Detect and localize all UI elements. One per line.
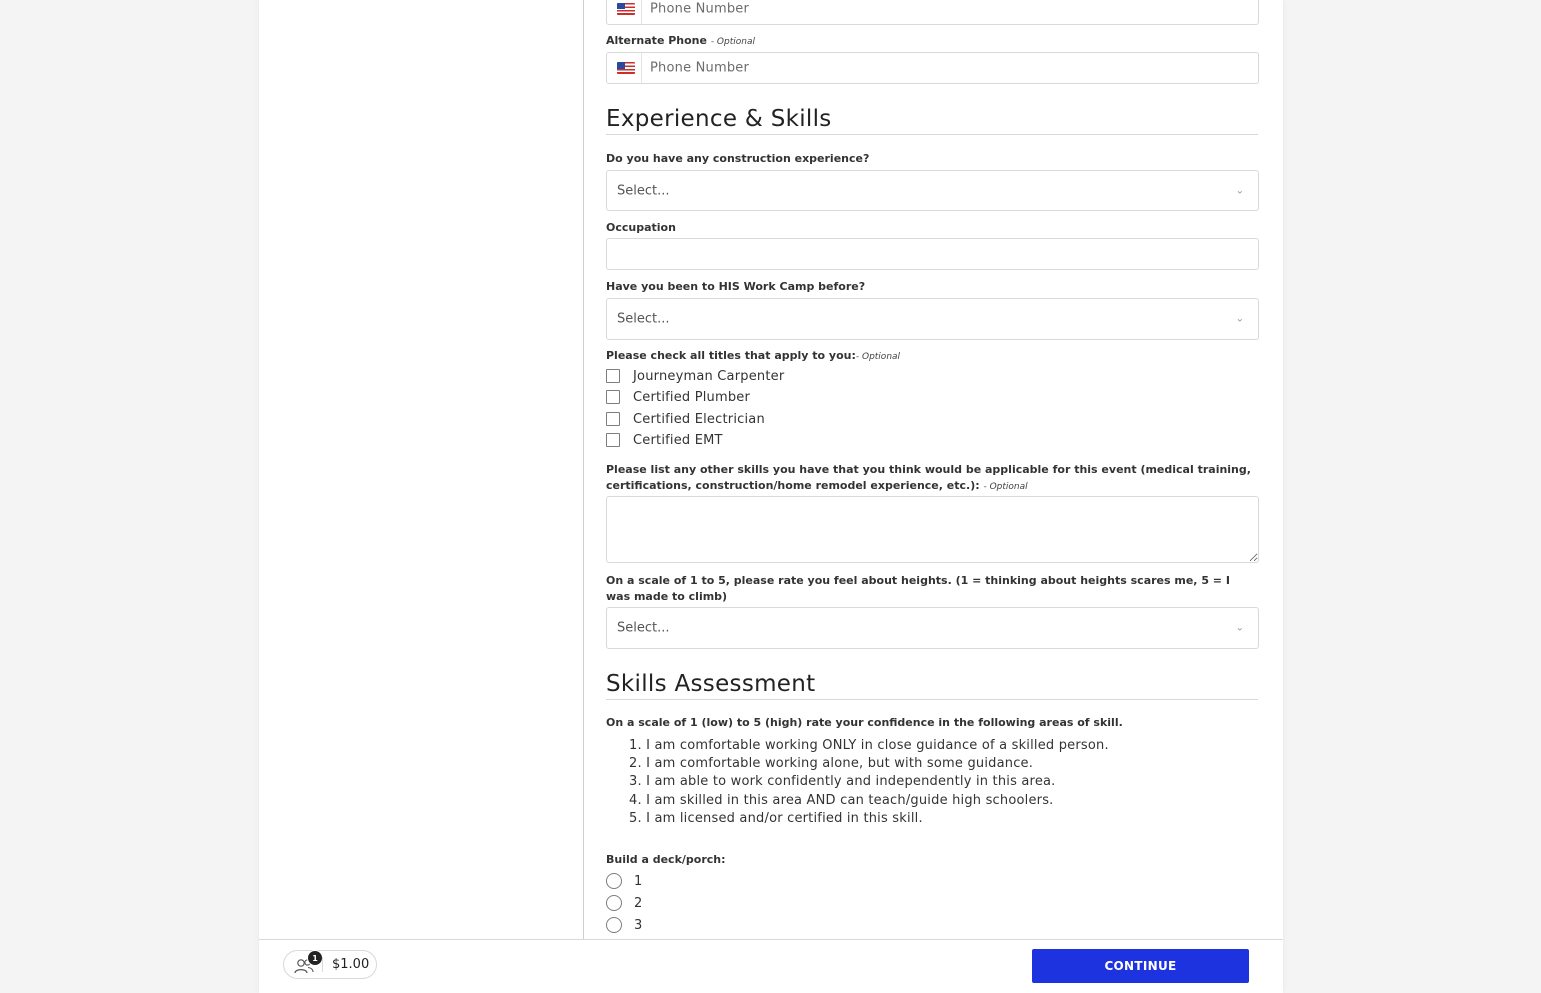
construction-select[interactable] xyxy=(606,170,1259,211)
deck-radio-row[interactable] xyxy=(606,893,642,913)
phone-placeholder: Phone Number xyxy=(650,1,750,16)
continue-button[interactable]: CONTINUE xyxy=(1032,949,1249,983)
deck-label: Build a deck/porch: xyxy=(606,853,726,866)
radio-button[interactable] xyxy=(606,873,622,889)
phone-field[interactable] xyxy=(606,0,1259,25)
alt-phone-label: Alternate Phone - Optional xyxy=(606,34,755,47)
title-checkbox-row[interactable] xyxy=(606,388,750,406)
checkbox-label: Certified EMT xyxy=(633,432,723,448)
scale-item: 5. I am licensed and/or certified in this skill. xyxy=(629,810,923,826)
checkbox-label: Certified Electrician xyxy=(633,411,765,427)
checkbox[interactable] xyxy=(606,433,620,447)
title-checkbox-row[interactable] xyxy=(606,431,723,449)
other-skills-label: Please list any other skills you have that you think would be applicable for this event (medical training, certifications, construction/home remodel experience, etc.): - Optional xyxy=(606,463,1251,492)
titles-label: Please check all titles that apply to you:- Optional xyxy=(606,349,901,362)
occupation-label: Occupation xyxy=(606,221,676,234)
assessment-intro: On a scale of 1 (low) to 5 (high) rate your confidence in the following areas of skill. xyxy=(606,716,1123,729)
attendee-count-badge: 1 xyxy=(307,950,323,966)
assessment-section-title: Skills Assessment xyxy=(606,671,1258,700)
checkbox-label: Certified Plumber xyxy=(633,389,751,405)
flag-separator xyxy=(641,53,642,83)
column-divider xyxy=(583,0,584,940)
deck-radio-row[interactable] xyxy=(606,871,642,891)
radio-label: 2 xyxy=(634,895,643,911)
heights-value: Select... xyxy=(617,620,670,636)
heights-select[interactable] xyxy=(606,607,1259,649)
scale-item: 3. I am able to work confidently and independently in this area. xyxy=(629,774,1056,790)
flag-separator xyxy=(641,0,642,24)
scale-item: 4. I am skilled in this area AND can teach/guide high schoolers. xyxy=(629,792,1054,808)
chevron-down-icon: ⌄ xyxy=(1235,313,1244,325)
us-flag-icon[interactable] xyxy=(617,62,635,74)
us-flag-icon[interactable] xyxy=(617,3,635,15)
radio-label: 1 xyxy=(634,873,643,889)
radio-button[interactable] xyxy=(606,917,622,933)
chevron-down-icon: ⌄ xyxy=(1235,185,1244,196)
total-price: $1.00 xyxy=(332,957,370,972)
title-checkbox-row[interactable] xyxy=(606,410,765,428)
his-value: Select... xyxy=(617,311,670,327)
checkbox[interactable] xyxy=(606,412,620,426)
title-checkbox-row[interactable] xyxy=(606,367,784,385)
experience-section-title: Experience & Skills xyxy=(606,106,1258,135)
his-label: Have you been to HIS Work Camp before? xyxy=(606,280,866,293)
construction-label: Do you have any construction experience? xyxy=(606,152,870,165)
radio-button[interactable] xyxy=(606,895,622,911)
heights-label: On a scale of 1 to 5, please rate you feel about heights. (1 = thinking about heights scares me, 5 = I was made to climb) xyxy=(606,574,1230,603)
scale-list xyxy=(629,737,1109,828)
construction-value: Select... xyxy=(617,183,670,198)
his-select[interactable] xyxy=(606,298,1259,340)
radio-label: 3 xyxy=(634,917,643,933)
occupation-input[interactable] xyxy=(606,238,1259,270)
alt-phone-placeholder: Phone Number xyxy=(650,60,750,76)
optional-tag: - Optional xyxy=(855,352,901,362)
alt-phone-field[interactable] xyxy=(606,52,1259,84)
scale-item: 2. I am comfortable working alone, but with some guidance. xyxy=(629,756,1034,772)
cart-summary[interactable] xyxy=(283,950,377,979)
checkout-footer xyxy=(259,939,1283,993)
chevron-down-icon: ⌄ xyxy=(1235,622,1244,634)
checkbox[interactable] xyxy=(606,369,620,383)
other-skills-textarea[interactable] xyxy=(606,496,1259,563)
deck-radio-row[interactable] xyxy=(606,915,642,935)
checkbox-label: Journeyman Carpenter xyxy=(633,368,785,384)
checkbox[interactable] xyxy=(606,390,620,404)
scale-item: 1. I am comfortable working ONLY in close guidance of a skilled person. xyxy=(629,738,1109,753)
optional-tag: - Optional xyxy=(983,481,1028,492)
pill-separator xyxy=(322,957,323,972)
optional-tag: - Optional xyxy=(710,37,755,47)
